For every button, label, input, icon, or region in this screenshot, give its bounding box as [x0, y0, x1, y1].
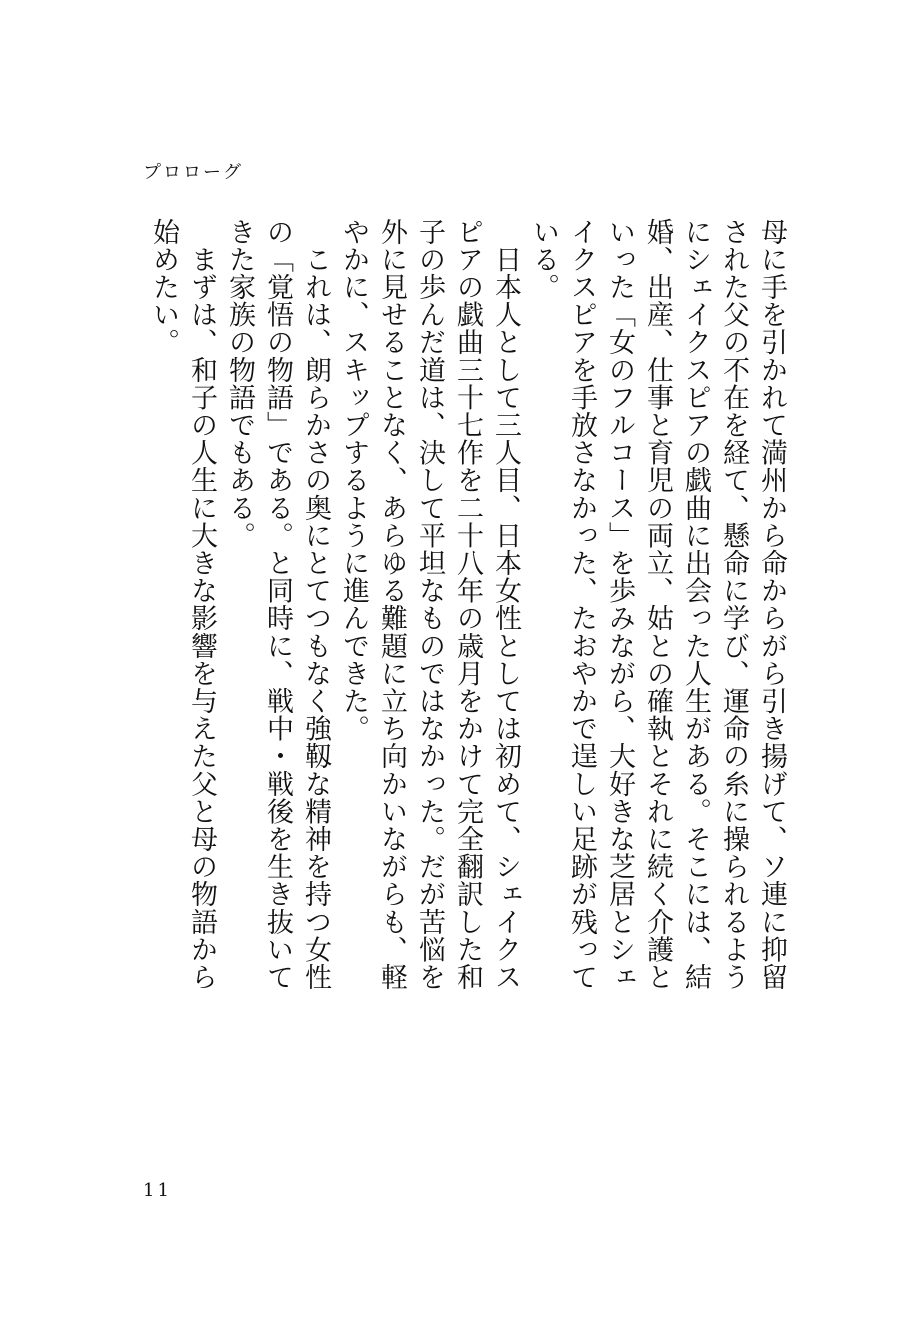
paragraph: 母に手を引かれて満州から命からがら引き揚げて、ソ連に抑留された父の不在を経て、懸命に学び、運命の糸に操られるようにシェイクスピアの戯曲に出会った人生がある。そこには、結婚、出産、仕事と育児の両立、姑との確執とそれに続く介護といった「女のフルコース」を歩みながら、大好きな芝居とシェイクスピアを手放さなかった、たおやかで逞しい足跡が残っている。 [528, 218, 787, 991]
paragraph: 日本人として三人目、日本女性としては初めて、シェイクスピアの戯曲三十七作を二十八年の歳月をかけて完全翻訳した和子の歩んだ道は、決して平坦なものではなかった。だが苦悩を外に見せることなく、あらゆる難題に立ち向かいながらも、軽やかに、スキップするように進んできた。 [338, 218, 521, 991]
body-text [148, 218, 790, 1018]
running-head: プロローグ [143, 162, 243, 183]
page-number: 11 [143, 1180, 172, 1201]
paragraph: まずは、和子の人生に大きな影響を与えた父と母の物語から始めたい。 [148, 218, 217, 991]
paragraph: これは、朗らかさの奥にとてつもなく強靱な精神を持つ女性の「覚悟の物語」である。と同時に、戦中・戦後を生き抜いてきた家族の物語でもある。 [224, 218, 331, 991]
